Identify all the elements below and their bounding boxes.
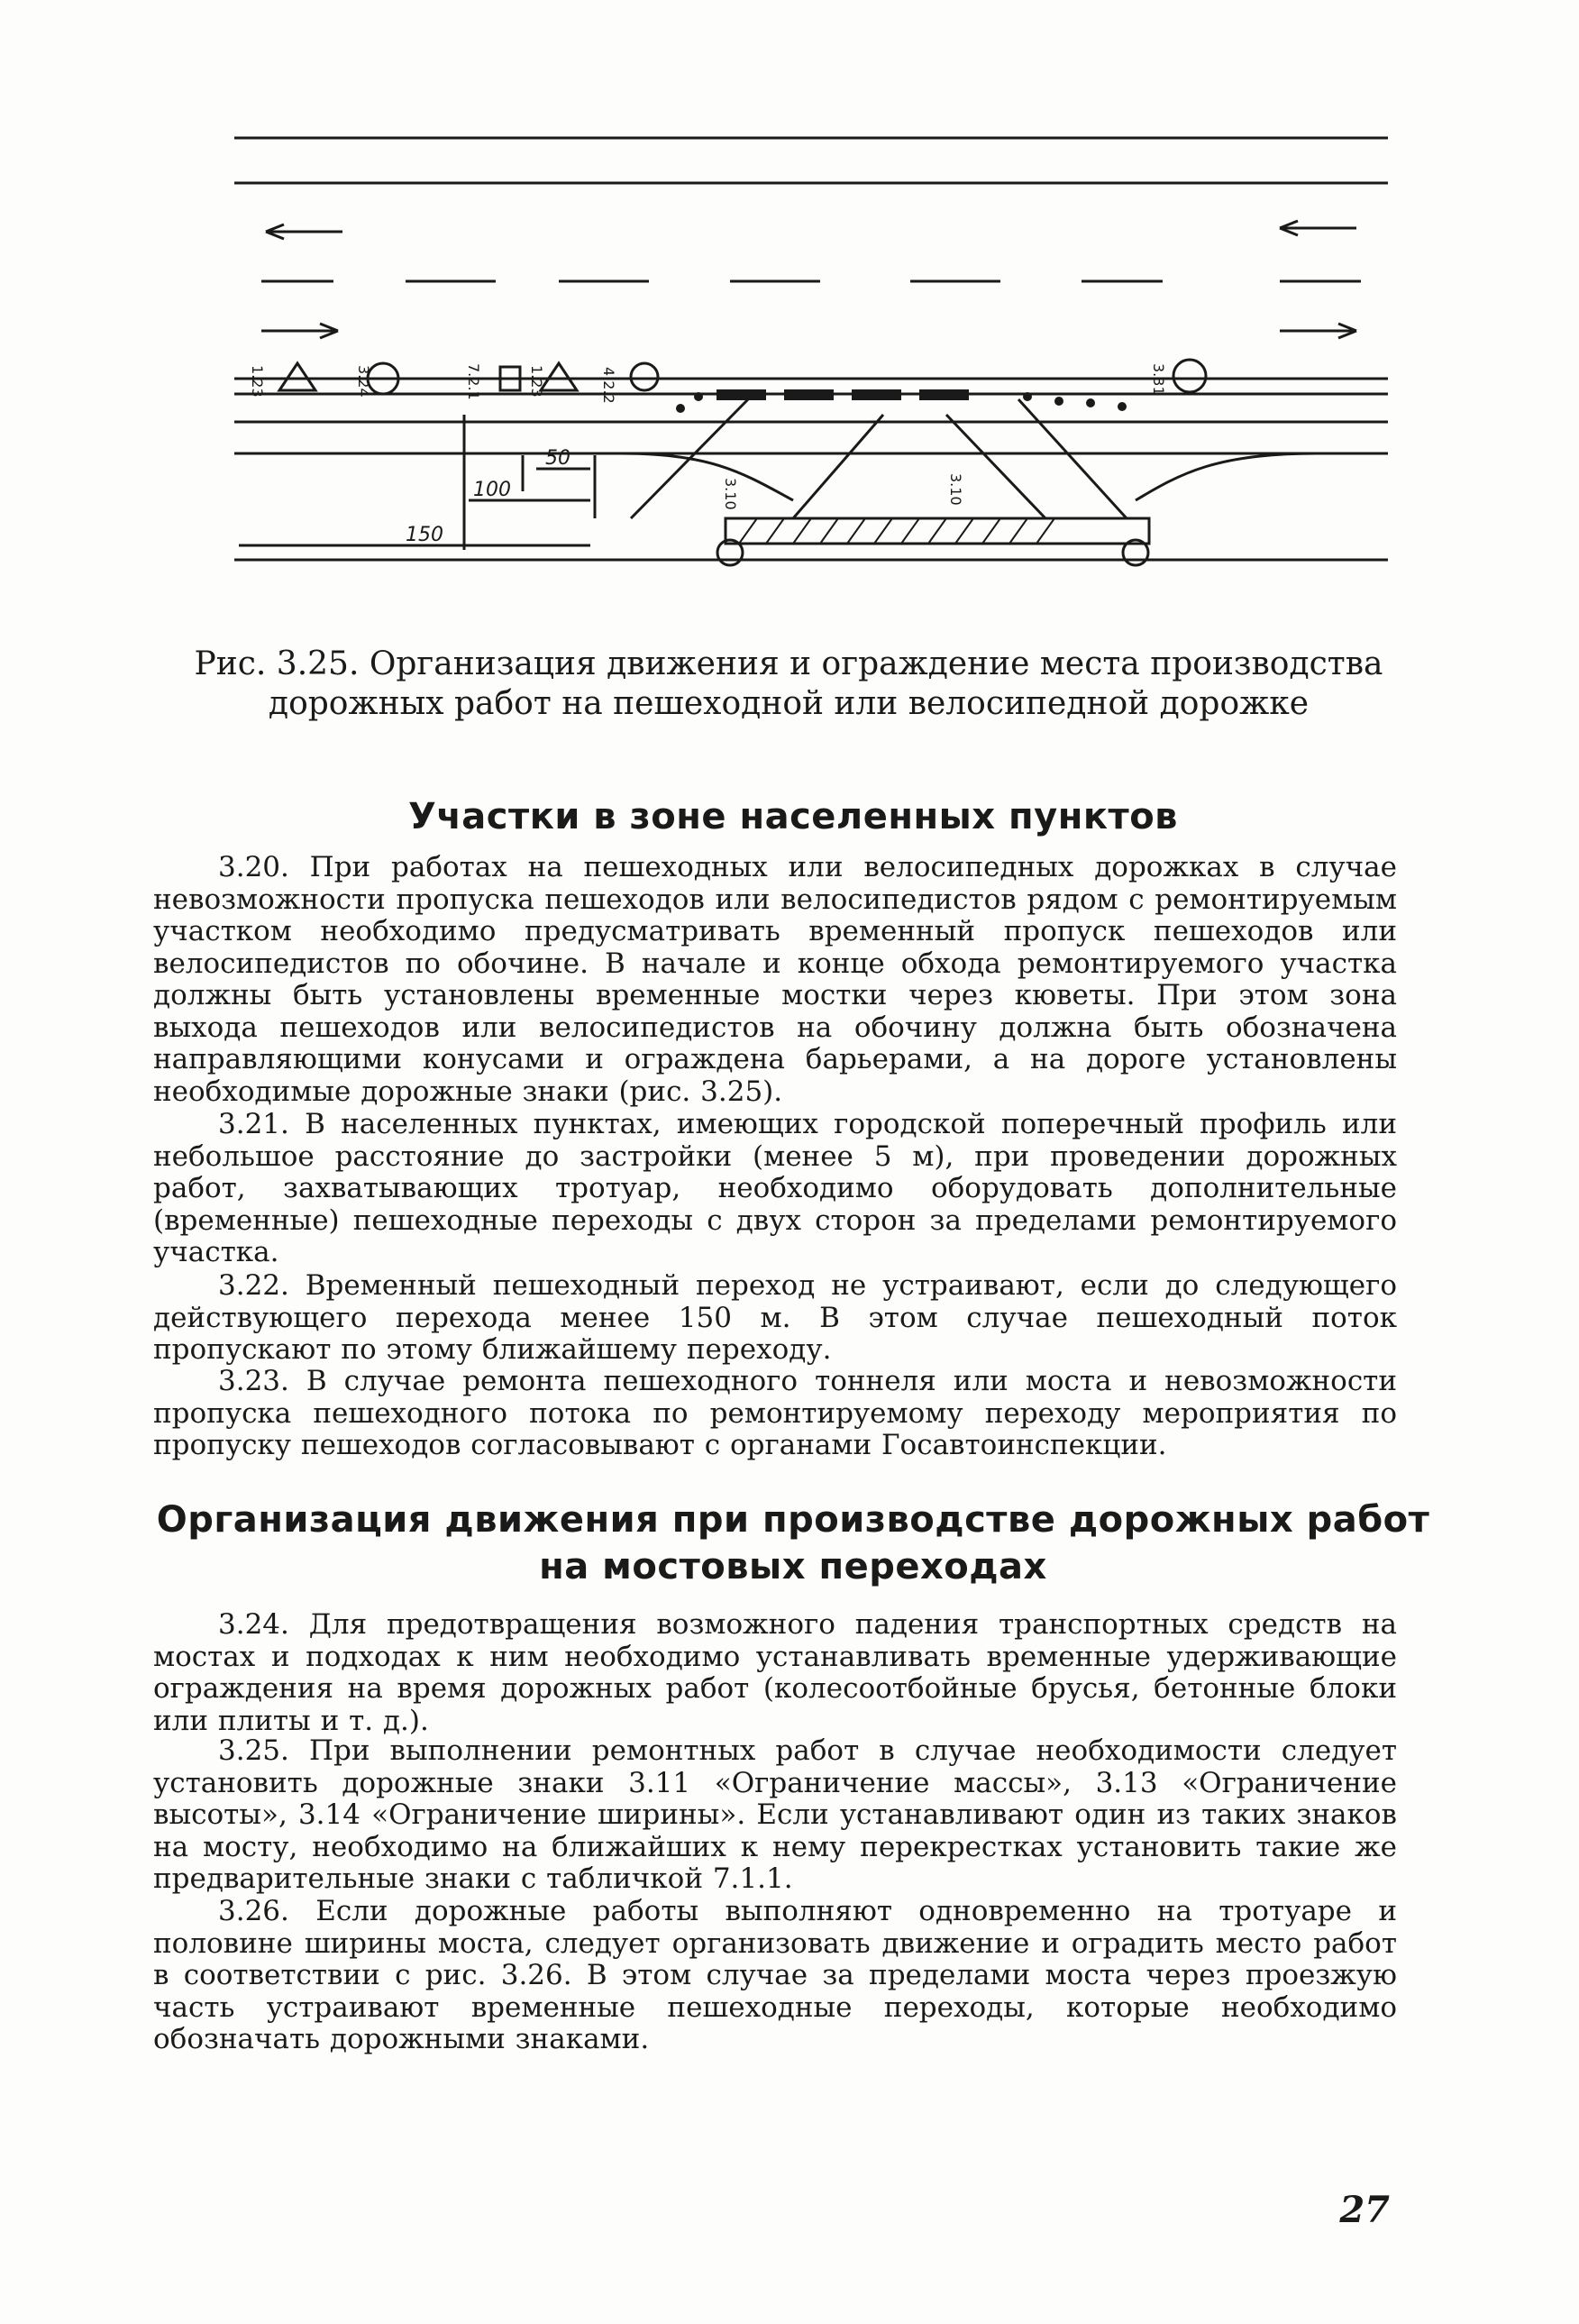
- paragraph: 3.24. Для предотвращения возможного падения транспортных средств на мостах и подходах к ним необходимо устанавливать временные удерживающие ограждения на время дорожных работ (колесоотбойные брусья, бетонные блоки или плиты и т. д.).: [153, 1608, 1397, 1737]
- sign-label: 7.2.1: [465, 363, 482, 400]
- section-title: Участки в зоне населенных пунктов: [408, 796, 1178, 837]
- paragraph: 3.21. В населенных пунктах, имеющих городской поперечный профиль или небольшое расстояние до застройки (менее 5 м), при проведении дорожных работ, захватывающих тротуар, необходимо оборудовать дополнительные (временные) пешеходные переходы с двух сторон за пределами ремонтируемого участка.: [153, 1108, 1397, 1268]
- warning-sign-icon: [279, 363, 315, 390]
- no-entry-sign-icon: [1173, 360, 1206, 392]
- sign-label: 3.10: [947, 473, 964, 506]
- page-number: 27: [1339, 2189, 1390, 2231]
- sign-label: 3.31: [1150, 363, 1167, 396]
- road-works-diagram: [225, 122, 1397, 608]
- arrow-right-icon: [1280, 324, 1356, 338]
- paragraph: 3.23. В случае ремонта пешеходного тоннеля или моста и невозможности пропуска пешеходного потока по ремонтируемому переходу мероприятия по пропуску пешеходов согласовывают с органами Госавтоинспекции.: [153, 1365, 1397, 1461]
- figure-caption: Рис. 3.25. Организация движения и ограждение места производства дорожных работ на пешеходной или велосипедной дорожке: [194, 645, 1383, 722]
- arrow-right-icon: [261, 324, 338, 338]
- paragraph: 3.20. При работах на пешеходных или велосипедных дорожках в случае невозможности пропуска пешеходов или велосипедистов рядом с ремонтируемым участком необходимо предусматривать временный пропуск пешеходов или велосипедистов по обочине. В начале и конце обхода ремонтируемого участка должны быть установлены временные мостки через кюветы. При этом зона выхода пешеходов или велосипедистов на обочину должна быть обозначена направляющими конусами и ограждена барьерами, а на дороге установлены необходимые дорожные знаки (рис. 3.25).: [153, 851, 1397, 1108]
- dimension-150-label: 150: [406, 524, 443, 546]
- paragraph: 3.26. Если дорожные работы выполняют одновременно на тротуаре и половине ширины моста, следует организовать движение и оградить место работ в соответствии с рис. 3.26. В этом случае за пределами моста через проезжую часть устраивают временные пешеходные переходы, которые необходимо обозначать дорожными знаками.: [153, 1895, 1397, 2055]
- dimension-50-label: 50: [545, 447, 570, 470]
- dimension-100-label: 100: [473, 479, 511, 501]
- sign-label: 3.10: [722, 478, 739, 510]
- paragraph: 3.22. Временный пешеходный переход не устраивают, если до следующего действующего перехода менее 150 м. В этом случае пешеходный поток пропускают по этому ближайшему переходу.: [153, 1269, 1397, 1366]
- arrow-left-icon: [1280, 221, 1356, 235]
- paragraph: 3.25. При выполнении ремонтных работ в случае необходимости следует установить дорожные знаки 3.11 «Ограничение массы», 3.13 «Ограничение высоты», 3.14 «Ограничение ширины». Если устанавливают один из таких знаков на мосту, необходимо на ближайших к нему перекрестках установить такие же предварительные знаки с табличкой 7.1.1.: [153, 1734, 1397, 1895]
- sign-label: 1.23: [249, 365, 266, 398]
- arrow-left-icon: [266, 224, 342, 239]
- section-title: Организация движения при производстве дорожных работ на мостовых переходах: [156, 1499, 1430, 1587]
- prohibition-sign-icon: [631, 363, 658, 390]
- sign-label: 4.2.2: [600, 367, 617, 404]
- sign-label: 1.23: [528, 365, 545, 398]
- sign-label: 3.24: [355, 365, 372, 398]
- warning-sign-icon: [541, 363, 577, 390]
